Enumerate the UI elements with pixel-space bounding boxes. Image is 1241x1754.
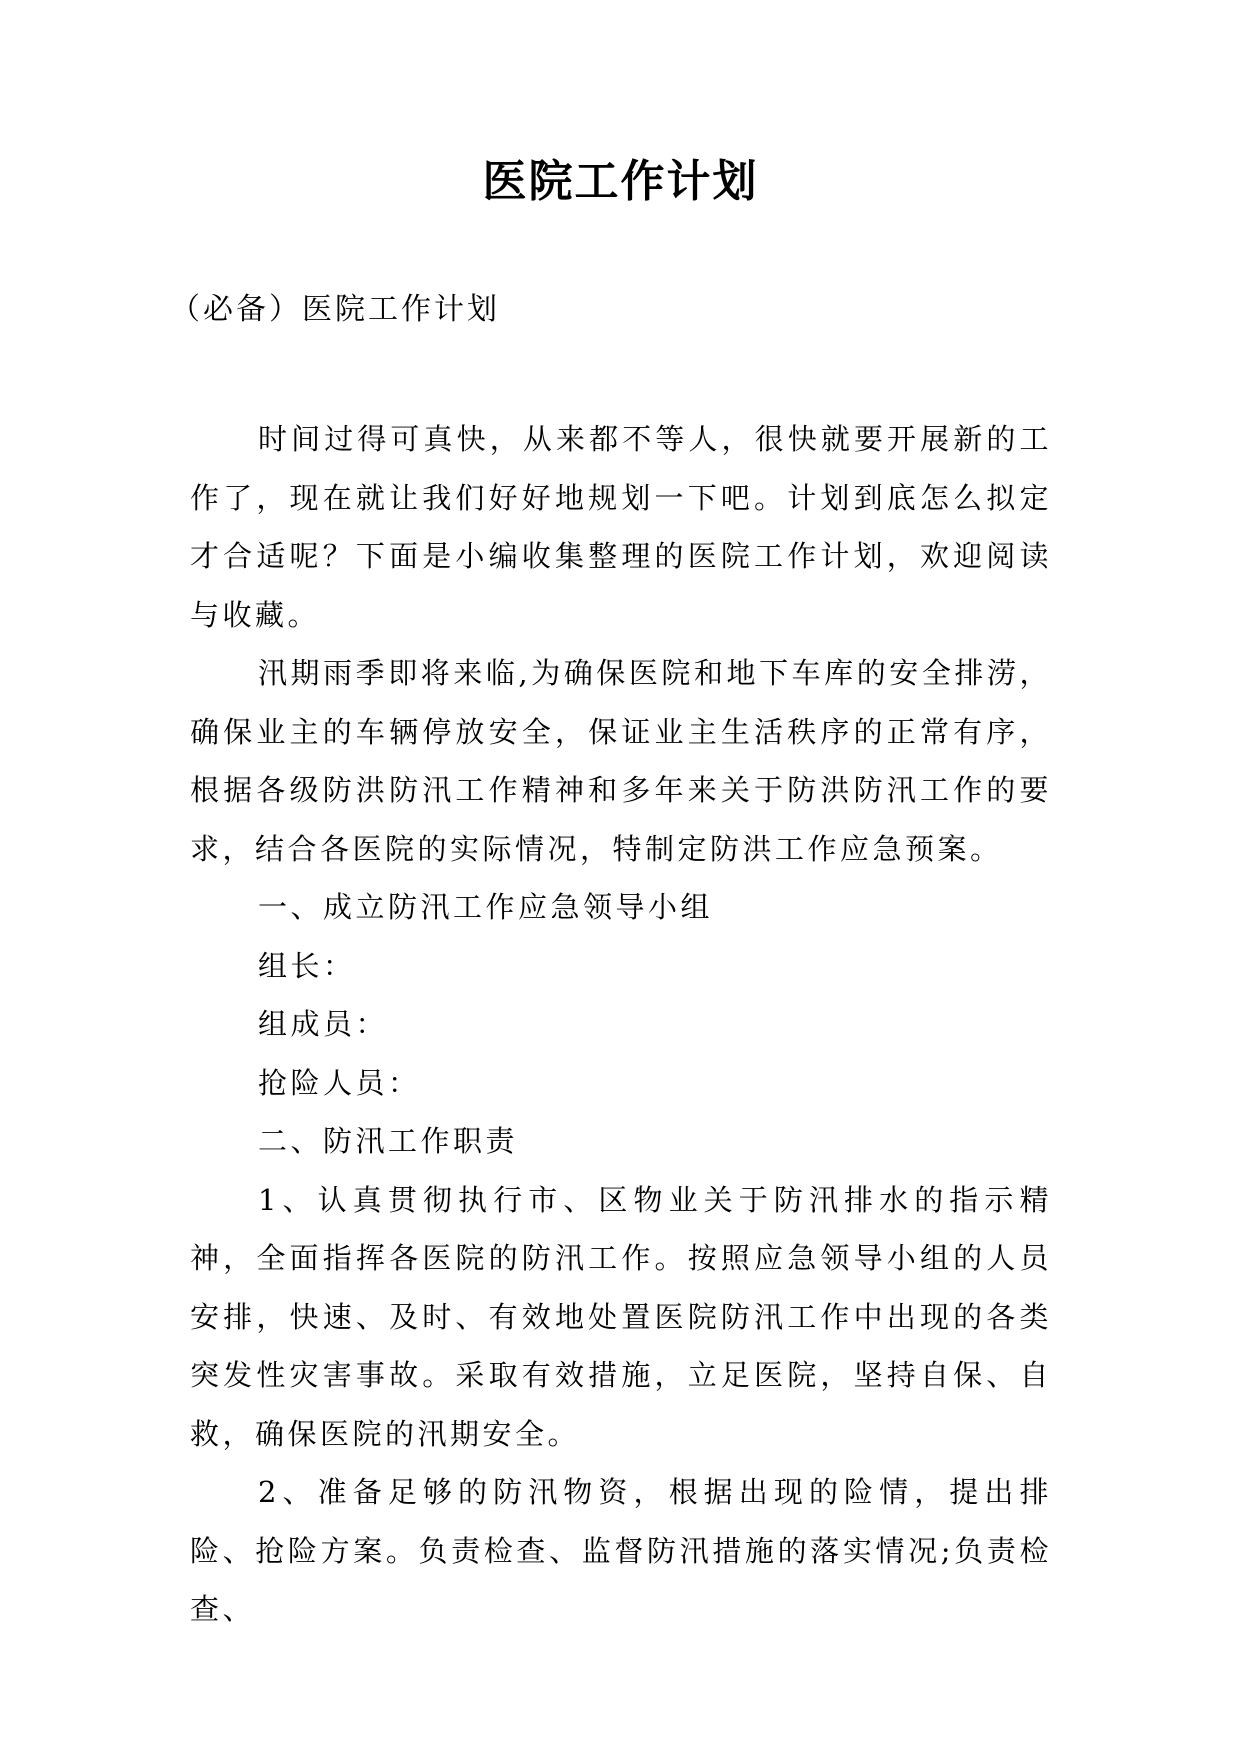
rescue-staff-line: 抢险人员：	[258, 1065, 421, 1100]
paragraph-background: 汛期雨季即将来临,为确保医院和地下车库的安全排涝，确保业主的车辆停放安全，保证业主生活秩序的正常有序，根据各级防洪防汛工作精神和多年来关于防洪防汛工作的要求，结合各医院的实际情况，特制定防洪工作应急预案。	[190, 656, 1052, 866]
duty-item-2: 2、准备足够的防汛物资，根据出现的险情，提出排险、抢险方案。负责检查、监督防汛措施的落实情况;负责检查、	[190, 1475, 1052, 1626]
duty-item-1: 1、认真贯彻执行市、区物业关于防汛排水的指示精神，全面指挥各医院的防汛工作。按照应急领导小组的人员安排，快速、及时、有效地处置医院防汛工作中出现的各类突发性灾害事故。采取有效措施，立足医院，坚持自保、自救，确保医院的汛期安全。	[190, 1182, 1052, 1451]
team-members-line: 组成员：	[258, 1007, 389, 1041]
document-subtitle: （必备）医院工作计划	[170, 292, 500, 327]
section-heading-1: 一、成立防汛工作应急领导小组	[258, 890, 714, 924]
paragraph-intro: 时间过得可真快，从来都不等人，很快就要开展新的工作了，现在就让我们好好地规划一下吧。计划到底怎么拟定才合适呢？下面是小编收集整理的医院工作计划，欢迎阅读与收藏。	[190, 422, 1052, 632]
team-leader-line: 组长：	[258, 948, 356, 983]
document-title: 医院工作计划	[482, 156, 759, 207]
document-body	[190, 410, 1052, 1639]
section-heading-2: 二、防汛工作职责	[258, 1124, 519, 1158]
